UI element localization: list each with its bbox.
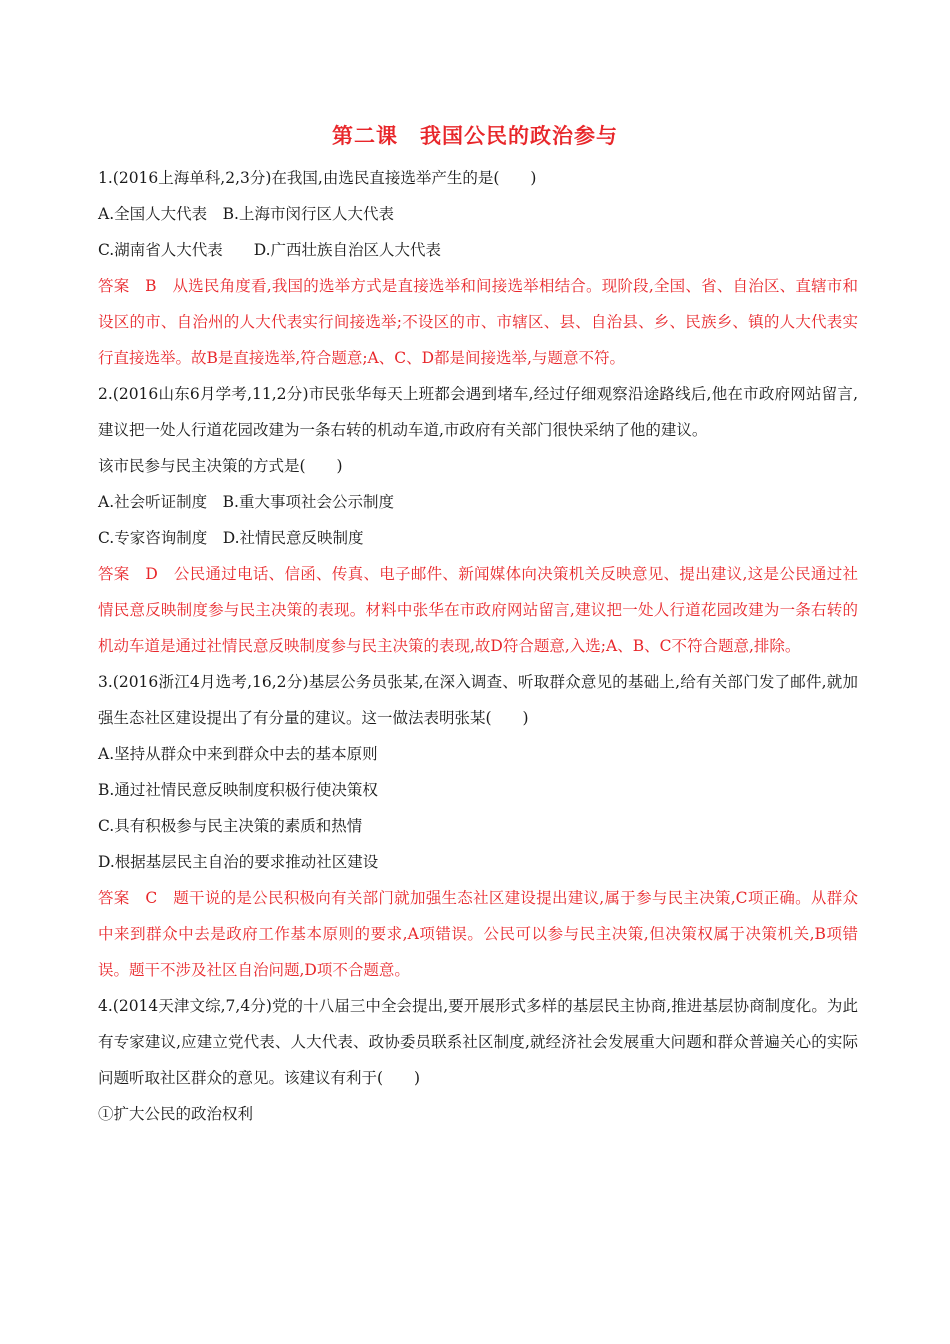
question-3 (98, 664, 858, 988)
question-4-option-1: ①扩大公民的政治权利 (98, 1105, 254, 1123)
answer-label: 答案 C (98, 889, 174, 907)
question-4 (98, 988, 858, 1132)
question-2-option-ab: A.社会听证制度 B.重大事项社会公示制度 (98, 493, 394, 511)
question-2-stem: 2.(2016山东6月学考,11,2分)市民张华每天上班都会遇到堵车,经过仔细观察沿途路线后,他在市政府网站留言,建议把一处人行道花园改建为一条右转的机动车道,市政府有关部门很快采纳了他的建议。 (98, 385, 858, 439)
question-2-answer (98, 556, 858, 664)
page-title: 第二课 我国公民的政治参与 (332, 124, 618, 148)
question-1 (98, 160, 858, 376)
answer-label: 答案 B (98, 277, 173, 295)
question-3-option-c: C.具有积极参与民主决策的素质和热情 (98, 817, 363, 835)
question-1-option-cd: C.湖南省人大代表 D.广西壮族自治区人大代表 (98, 241, 442, 259)
question-3-option-b: B.通过社情民意反映制度积极行使决策权 (98, 781, 378, 799)
question-2 (98, 376, 858, 664)
question-3-answer (98, 880, 858, 988)
question-3-option-a: A.坚持从群众中来到群众中去的基本原则 (98, 745, 378, 763)
answer-explanation: 题干说的是公民积极向有关部门就加强生态社区建设提出建议,属于参与民主决策,C项正确。从群众中来到群众中去是政府工作基本原则的要求,A项错误。公民可以参与民主决策,但决策权属于决策机关,B项错误。题干不涉及社区自治问题,D项不合题意。 (98, 889, 858, 979)
answer-explanation: 公民通过电话、信函、传真、电子邮件、新闻媒体向决策机关反映意见、提出建议,这是公民通过社情民意反映制度参与民主决策的表现。材料中张华在市政府网站留言,建议把一处人行道花园改建为一条右转的机动车道是通过社情民意反映制度参与民主决策的表现,故D符合题意,入选;A、B、C不符合题意,排除。 (98, 565, 858, 655)
answer-explanation: 从选民角度看,我国的选举方式是直接选举和间接选举相结合。现阶段,全国、省、自治区、直辖市和设区的市、自治州的人大代表实行间接选举;不设区的市、市辖区、县、自治县、乡、民族乡、镇的人大代表实行直接选举。故B是直接选举,符合题意;A、C、D都是间接选举,与题意不符。 (98, 277, 858, 367)
question-4-stem: 4.(2014天津文综,7,4分)党的十八届三中全会提出,要开展形式多样的基层民主协商,推进基层协商制度化。为此有专家建议,应建立党代表、人大代表、政协委员联系社区制度,就经济社会发展重大问题和群众普遍关心的实际问题听取社区群众的意见。该建议有利于( ) (98, 997, 858, 1087)
question-1-answer (98, 268, 858, 376)
question-3-option-d: D.根据基层民主自治的要求推动社区建设 (98, 853, 379, 871)
question-1-option-ab: A.全国人大代表 B.上海市闵行区人大代表 (98, 205, 394, 223)
answer-label: 答案 D (98, 565, 174, 583)
question-2-option-cd: C.专家咨询制度 D.社情民意反映制度 (98, 529, 364, 547)
document-body (98, 160, 858, 1132)
question-2-prompt: 该市民参与民主决策的方式是( ) (98, 457, 343, 475)
question-1-stem: 1.(2016上海单科,2,3分)在我国,由选民直接选举产生的是( ) (98, 169, 537, 187)
question-3-stem: 3.(2016浙江4月选考,16,2分)基层公务员张某,在深入调查、听取群众意见的基础上,给有关部门发了邮件,就加强生态社区建设提出了有分量的建议。这一做法表明张某( ) (98, 673, 858, 727)
